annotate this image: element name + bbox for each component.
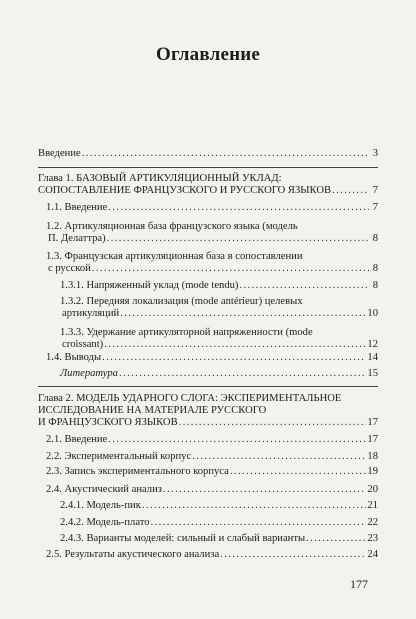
dot-leader <box>230 466 367 478</box>
toc-entry-label: Введение <box>38 148 81 159</box>
toc-entry-label: 1.3.3. Удержание артикуляторной напряженности (mode <box>60 327 313 338</box>
section-divider <box>38 167 378 168</box>
toc-entry-page: 3 <box>372 148 378 159</box>
dot-leader <box>220 549 366 561</box>
toc-entry-label: 2.1. Введение <box>46 434 108 445</box>
toc-entry-page: 24 <box>367 549 378 560</box>
toc-entry-1-3-3[interactable] <box>60 327 378 351</box>
page-number: 177 <box>350 577 368 591</box>
toc-entry-label: 2.5. Результаты акустического анализа <box>46 549 220 560</box>
toc-entry-page: 8 <box>372 280 378 291</box>
toc-entry-label: 1.3. Французская артикуляционная база в сопоставлении <box>46 251 303 262</box>
toc-entry-label: Глава 2. МОДЕЛЬ УДАРНОГО СЛОГА: ЭКСПЕРИМЕНТАЛЬНОЕ <box>38 393 342 404</box>
toc-entry-label-cont: СОПОСТАВЛЕНИЕ ФРАНЦУЗСКОГО И РУССКОГО ЯЗЫКОВ <box>38 185 332 196</box>
toc-entry-page: 7 <box>372 202 378 213</box>
dot-leader <box>102 352 366 364</box>
toc-entry-2-2[interactable] <box>46 451 378 463</box>
toc-entry-label-cont: П. Делаттра) <box>48 233 106 244</box>
toc-entry-label: 1.3.2. Передняя локализация (mode antérieur) целевых <box>60 296 303 307</box>
toc-entry-label: 2.4.1. Модель-пик <box>60 500 141 511</box>
dot-leader <box>107 233 369 245</box>
toc-entry-page: 23 <box>367 533 378 544</box>
dot-leader <box>142 500 367 512</box>
toc-entry-label: 2.4.2. Модель-плато <box>60 517 150 528</box>
toc-entry-label: 1.1. Введение <box>46 202 108 213</box>
toc-entry-chapter-2[interactable] <box>38 393 378 429</box>
toc-entry-2-1[interactable] <box>46 434 378 446</box>
toc-entry-1-4[interactable] <box>46 352 378 364</box>
toc-entry-1-3-2[interactable] <box>60 296 378 320</box>
toc-entry-page: 21 <box>367 500 378 511</box>
toc-entry-2-4-3[interactable] <box>60 533 378 545</box>
toc-entry-label: 2.4. Акустический анализ <box>46 484 162 495</box>
dot-leader <box>332 185 369 197</box>
toc-entry-1-3[interactable] <box>46 251 378 275</box>
toc-entry-page: 12 <box>367 339 378 350</box>
toc-entry-1-2[interactable] <box>46 221 378 245</box>
toc-entry-2-3[interactable] <box>46 466 378 478</box>
toc-entry-1-1[interactable] <box>46 202 378 214</box>
toc-entry-label: Литература <box>60 368 118 379</box>
toc-entry-page: 22 <box>367 517 378 528</box>
toc-entry-label: 1.2. Артикуляционная база французского языка (модель <box>46 221 298 232</box>
toc-entry-label: 1.4. Выводы <box>46 352 102 363</box>
toc-entry-page: 7 <box>372 185 378 196</box>
toc-entry-label: 2.3. Запись экспериментального корпуса <box>46 466 229 477</box>
dot-leader <box>192 451 366 463</box>
toc-entry-label: 2.4.3. Варианты моделей: сильный и слабый варианты <box>60 533 306 544</box>
dot-leader <box>108 202 369 214</box>
toc-entry-2-5[interactable] <box>46 549 378 561</box>
dot-leader <box>151 517 367 529</box>
toc-entry-label-cont: артикуляций <box>62 308 120 319</box>
toc-entry-2-4-2[interactable] <box>60 517 378 529</box>
toc-entry-page: 8 <box>372 233 378 244</box>
dot-leader <box>108 434 366 446</box>
dot-leader <box>239 280 369 292</box>
toc-entry-2-4-1[interactable] <box>60 500 378 512</box>
toc-entry-page: 15 <box>367 368 378 379</box>
toc-entry-label-cont: croissant) <box>62 339 104 350</box>
page-title: Оглавление <box>155 44 261 65</box>
toc-entry-page: 19 <box>367 466 378 477</box>
toc-entry-label-cont: И ФРАНЦУЗСКОГО ЯЗЫКОВ <box>38 417 178 428</box>
section-divider <box>38 386 378 387</box>
dot-leader <box>92 263 369 275</box>
toc-entry-literature[interactable] <box>60 368 378 380</box>
toc-entry-page: 17 <box>367 434 378 445</box>
toc-entry-label-cont: ИССЛЕДОВАНИЕ НА МАТЕРИАЛЕ РУССКОГО <box>38 405 267 416</box>
toc-entry-page: 14 <box>367 352 378 363</box>
toc-entry-label: Глава 1. БАЗОВЫЙ АРТИКУЛЯЦИОННЫЙ УКЛАД: <box>38 173 282 184</box>
toc-entry-label: 2.2. Экспериментальный корпус <box>46 451 192 462</box>
dot-leader <box>163 484 366 496</box>
dot-leader <box>104 339 366 351</box>
toc-entry-1-3-1[interactable] <box>60 280 378 292</box>
toc-entry-2-4[interactable] <box>46 484 378 496</box>
toc-entry-page: 10 <box>367 308 378 319</box>
dot-leader <box>119 368 366 380</box>
toc-entry-page: 18 <box>367 451 378 462</box>
toc-entry-label-cont: с русской <box>48 263 91 274</box>
toc-entry-intro[interactable] <box>38 148 378 160</box>
dot-leader <box>179 417 367 429</box>
toc-entry-page: 8 <box>372 263 378 274</box>
dot-leader <box>82 148 369 160</box>
toc-entry-page: 17 <box>367 417 378 428</box>
dot-leader <box>120 308 366 320</box>
dot-leader <box>306 533 366 545</box>
toc-entry-label: 1.3.1. Напряженный уклад (mode tendu) <box>60 280 239 291</box>
toc-entry-page: 20 <box>367 484 378 495</box>
toc-entry-chapter-1[interactable] <box>38 173 378 197</box>
